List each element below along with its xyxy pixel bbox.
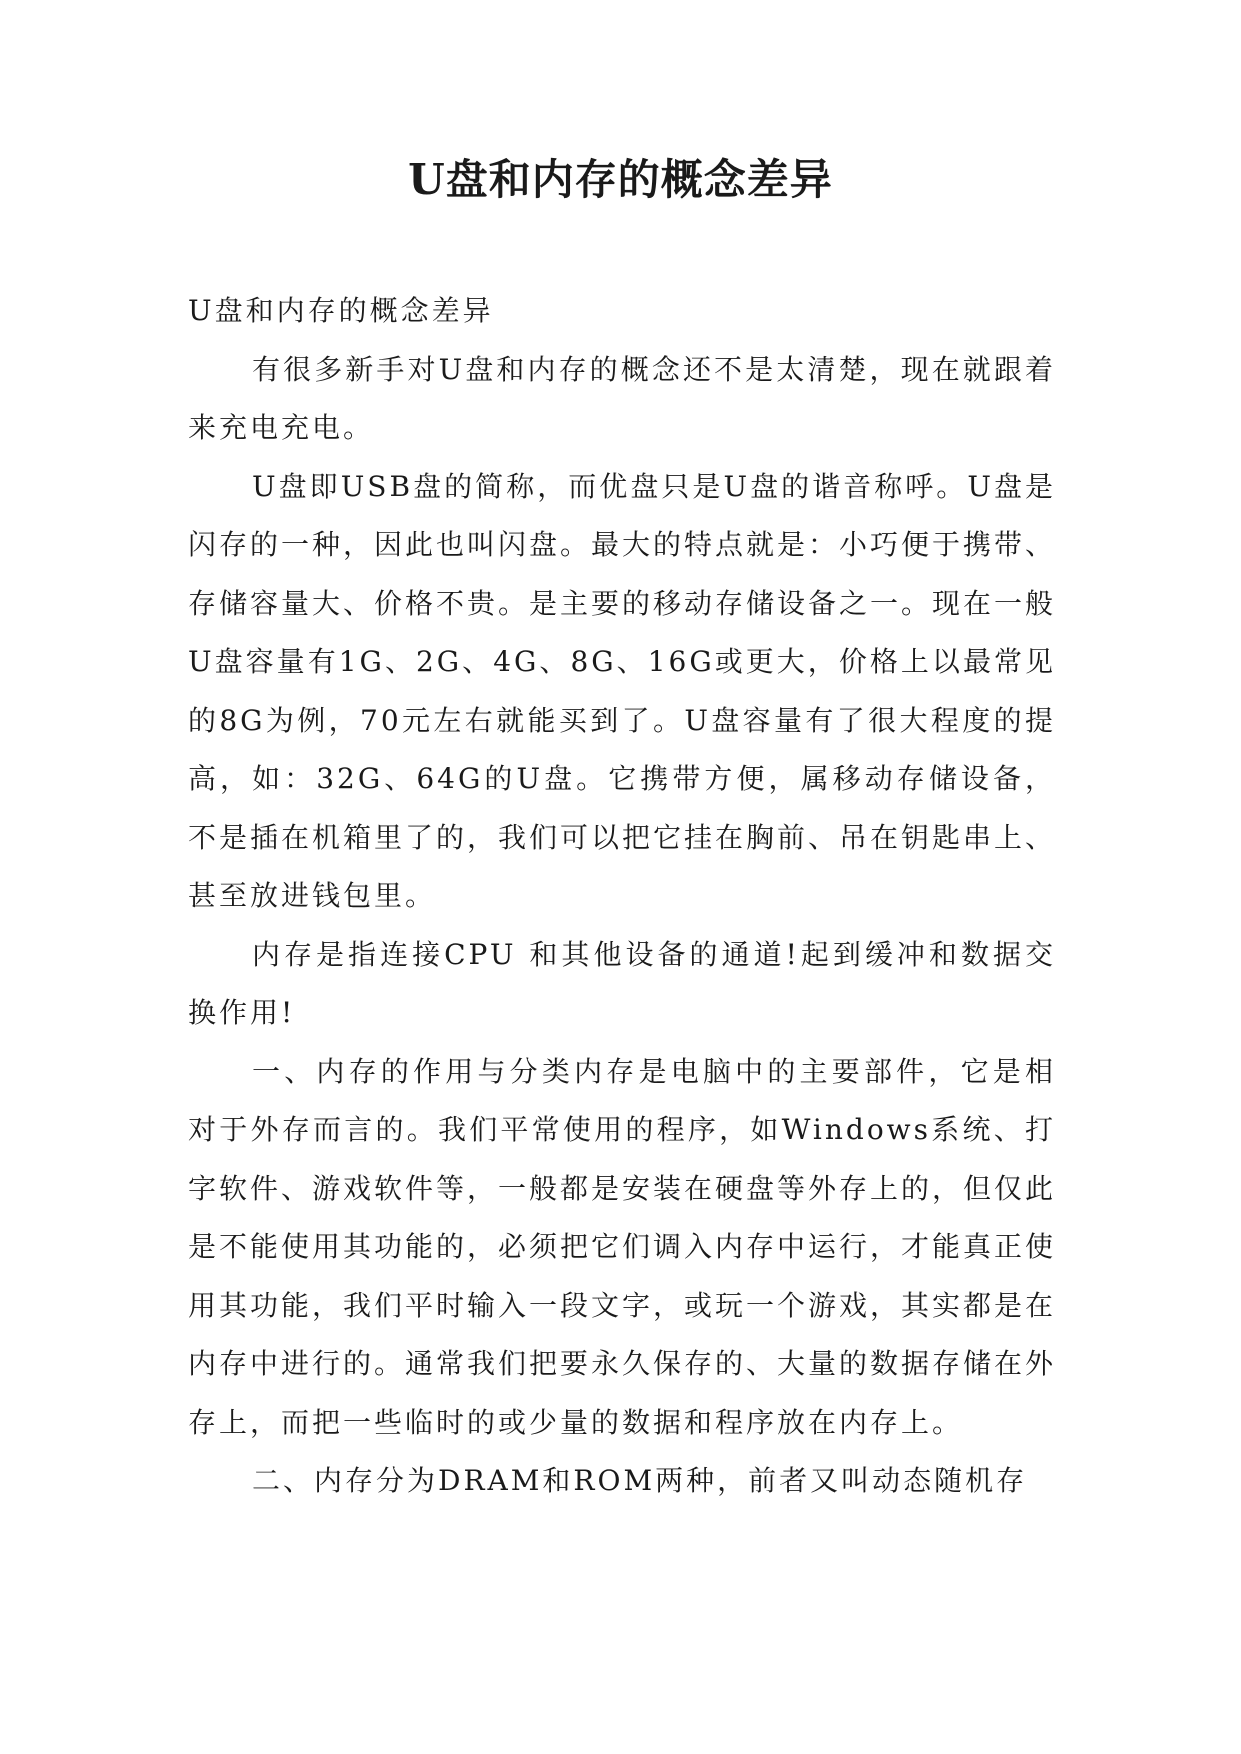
paragraph-memory-definition: 内存是指连接CPU 和其他设备的通道!起到缓冲和数据交换作用! [188,937,1056,1029]
paragraph-usb-disk: U盘即USB盘的简称，而优盘只是U盘的谐音称呼。U盘是闪存的一种，因此也叫闪盘。最大的特点就是：小巧便于携带、存储容量大、价格不贵。是主要的移动存储设备之一。现在一般U盘容量有1G、2G、4G、8G、16G或更大，价格上以最常见的8G为例，70元左右就能买到了。U盘容量有了很大程度的提高，如：32G、64G的U盘。它携带方便，属移动存储设备，不是插在机箱里了的，我们可以把它挂在胸前、吊在钥匙串上、甚至放进钱包里。 [188,469,1057,912]
paragraph-intro: 有很多新手对U盘和内存的概念还不是太清楚，现在就跟着来充电充电。 [188,352,1056,444]
document-title: U盘和内存的概念差异 [408,155,833,204]
document-subtitle: U盘和内存的概念差异 [188,294,494,327]
paragraph-memory-types: 二、内存分为DRAM和ROM两种，前者又叫动态随机存 [252,1464,1028,1497]
document-body [188,282,1056,1511]
paragraph-memory-role: 一、内存的作用与分类内存是电脑中的主要部件，它是相对于外存而言的。我们平常使用的程序，如Windows系统、打字软件、游戏软件等，一般都是安装在硬盘等外存上的，但仅此是不能使用其功能的，必须把它们调入内存中运行，才能真正使用其功能，我们平时输入一段文字，或玩一个游戏，其实都是在内存中进行的。通常我们把要永久保存的、大量的数据存储在外存上，而把一些临时的或少量的数据和程序放在内存上。 [188,1054,1057,1439]
